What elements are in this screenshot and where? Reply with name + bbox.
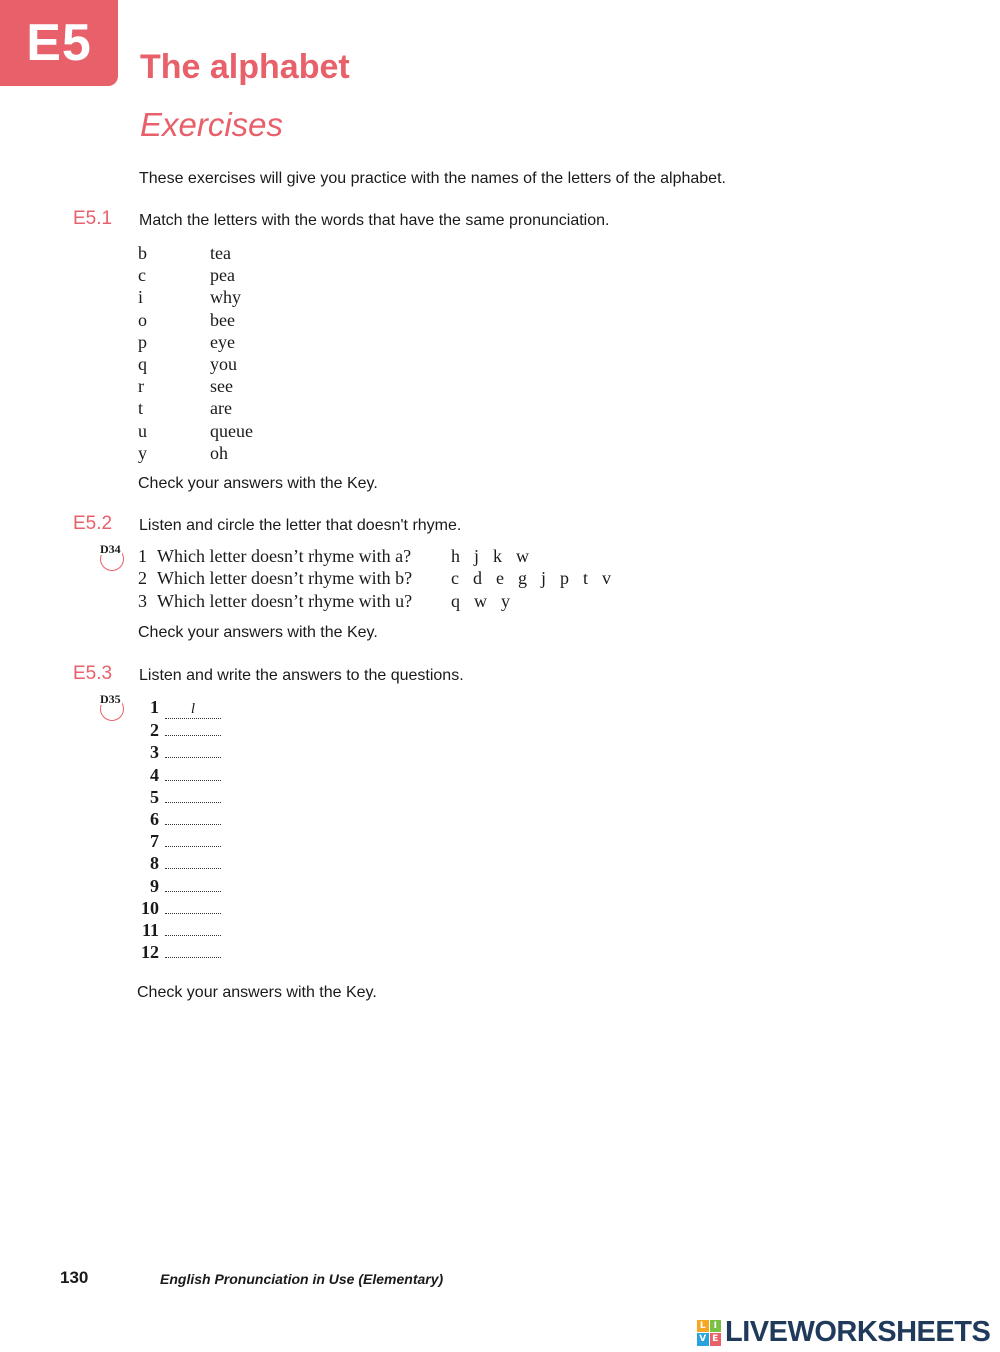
answer-blank[interactable] (165, 919, 221, 936)
match-word: eye (210, 331, 235, 352)
answer-number: 7 (150, 831, 159, 852)
page-subtitle: Exercises (140, 106, 284, 143)
answer-number: 8 (150, 853, 159, 874)
match-word: queue (210, 420, 253, 441)
exercise-instruction-2: Listen and circle the letter that doesn't rhyme. (139, 517, 462, 534)
answer-blank[interactable] (165, 764, 221, 781)
question-text: Which letter doesn’t rhyme with u? (157, 590, 413, 611)
match-word: oh (210, 442, 228, 463)
letter-choice[interactable]: p (560, 568, 570, 589)
answer-row (137, 697, 221, 719)
answer-blank[interactable] (165, 741, 221, 758)
match-word: see (210, 376, 233, 397)
match-word: pea (210, 265, 235, 286)
brand-icon-letter: V (697, 1333, 709, 1346)
answer-number: 1 (150, 697, 159, 717)
letter-choice[interactable]: v (602, 568, 612, 589)
match-word: are (210, 398, 232, 419)
exercise-number-3: E5.3 (73, 663, 113, 684)
match-letter: q (138, 354, 147, 374)
answer-blank[interactable] (165, 719, 221, 736)
answer-number: 4 (150, 764, 159, 785)
answer-row (137, 741, 221, 763)
exercise-number-2: E5.2 (73, 513, 113, 534)
answer-blank[interactable] (165, 875, 221, 892)
match-letter: c (138, 265, 146, 286)
check-key-2: Check your answers with the Key. (138, 624, 378, 641)
match-letter: t (138, 398, 144, 419)
check-key-3: Check your answers with the Key. (137, 984, 377, 1001)
match-letter: p (138, 331, 147, 352)
check-key-1: Check your answers with the Key. (138, 475, 378, 492)
answer-number: 11 (141, 920, 159, 940)
page-title: The alphabet (140, 48, 350, 86)
letter-choice[interactable]: q (451, 590, 460, 611)
letter-choice[interactable]: j (474, 546, 480, 566)
brand-name: LIVEWORKSHEETS (725, 1316, 991, 1348)
answer-number: 6 (150, 809, 159, 829)
match-letter: r (138, 376, 144, 397)
book-title: English Pronunciation in Use (Elementary) (160, 1271, 444, 1287)
question-text: Which letter doesn’t rhyme with b? (157, 568, 413, 589)
letter-choice[interactable]: w (474, 590, 487, 611)
letter-choice[interactable]: j (541, 568, 547, 589)
question-number: 3 (138, 590, 147, 611)
question-number: 1 (138, 546, 147, 566)
cd-track-label: D35 (100, 692, 121, 706)
answer-number: 2 (150, 720, 159, 741)
intro-text: These exercises will give you practice with the names of the letters of the alphabet. (139, 170, 726, 187)
answer-row (137, 852, 221, 874)
match-letter: u (138, 420, 147, 441)
letter-choice[interactable]: w (516, 546, 530, 566)
answer-number: 9 (150, 875, 159, 896)
answer-number: 12 (141, 942, 159, 963)
answer-blank[interactable] (165, 941, 221, 958)
answer-row (137, 786, 221, 808)
answer-number: 3 (150, 742, 159, 763)
letter-choice[interactable]: h (451, 546, 460, 566)
cd-track-icon[interactable] (98, 541, 128, 573)
letter-choice[interactable]: e (496, 568, 504, 589)
match-word: why (210, 287, 241, 308)
answer-blank[interactable] (165, 786, 221, 803)
question-text: Which letter doesn’t rhyme with a? (157, 546, 412, 566)
letter-choice[interactable]: t (583, 568, 589, 589)
letter-choices (451, 546, 543, 567)
page-number: 130 (60, 1268, 89, 1287)
cd-track-label: D34 (100, 542, 121, 556)
exercise-instruction-3: Listen and write the answers to the questions. (139, 667, 464, 684)
answer-row (137, 875, 221, 897)
answer-number: 5 (150, 786, 159, 807)
match-letter: y (138, 442, 147, 463)
brand-icon-letter: I (710, 1320, 722, 1333)
answer-row (137, 719, 221, 741)
brand-logo[interactable] (697, 1316, 990, 1349)
answer-blank[interactable] (165, 897, 221, 914)
answer-row (137, 919, 221, 941)
cd-track-icon[interactable] (98, 691, 128, 723)
exercise-instruction-1: Match the letters with the words that have the same pronunciation. (139, 212, 610, 229)
brand-icon-letter: L (697, 1320, 709, 1333)
question-number: 2 (138, 568, 147, 589)
match-letter: i (138, 287, 144, 308)
letter-choices (451, 591, 524, 612)
brand-icon (697, 1320, 721, 1346)
answer-row (137, 808, 221, 830)
letter-choice[interactable]: y (501, 590, 510, 611)
letter-choice[interactable]: g (518, 568, 527, 589)
brand-icon-letter: E (710, 1333, 722, 1346)
match-letter: b (138, 243, 147, 263)
letter-choices (451, 568, 625, 589)
answer-blank[interactable] (165, 808, 221, 825)
match-word: you (210, 354, 237, 374)
exercise-number-1: E5.1 (73, 208, 113, 229)
match-word: bee (210, 309, 235, 330)
answer-row (137, 941, 221, 963)
answer-row (137, 897, 221, 919)
answer-blank[interactable] (165, 830, 221, 847)
answer-row (137, 764, 221, 786)
answer-blank[interactable]: l (165, 702, 221, 719)
unit-badge: E5 (0, 0, 118, 86)
letter-choice[interactable]: k (493, 546, 503, 566)
letter-choice[interactable]: d (473, 568, 482, 589)
answer-blank[interactable] (165, 852, 221, 869)
answer-number: 10 (141, 897, 159, 918)
answer-row (137, 830, 221, 852)
match-letter: o (138, 309, 147, 330)
letter-choice[interactable]: c (451, 568, 459, 589)
match-word: tea (210, 243, 231, 263)
